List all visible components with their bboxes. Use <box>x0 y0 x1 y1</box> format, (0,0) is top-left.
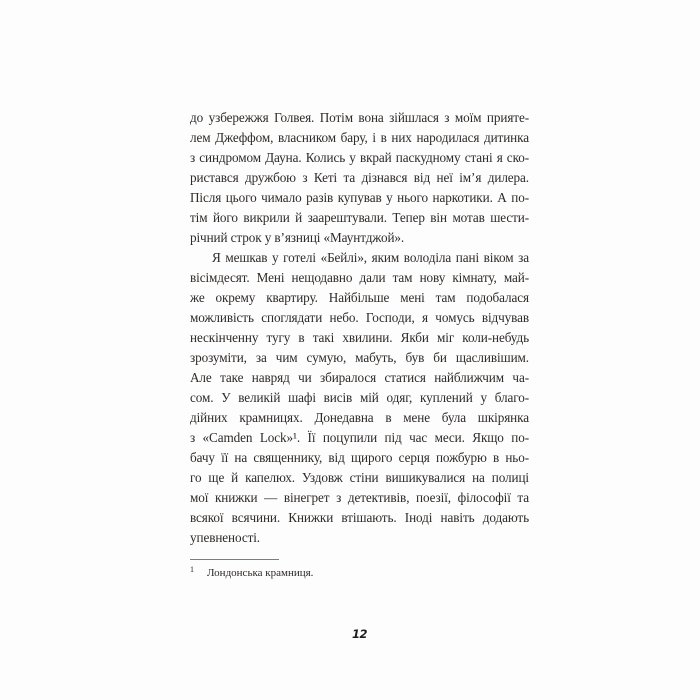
text-line: можливість споглядати небо. Господи, я чомусь відчував <box>190 310 529 325</box>
text-line: Я мешкав у готелі «Бейлі», яким володіла пані віком за <box>212 250 529 265</box>
footnote-divider <box>190 559 279 560</box>
text-line: всякої всячини. Книжки втішають. Іноді навіть додають <box>190 510 529 525</box>
page-number: 12 <box>351 627 367 641</box>
text-line: мої книжки — вінегрет з детективів, поезії, філософії та <box>190 490 529 505</box>
text-line: вісімдесят. Мені нещодавно дали там нову кімнату, май- <box>190 270 529 285</box>
paragraph-1 <box>190 108 529 248</box>
text-line: нескінченну тугу в такі хвилини. Якби міг коли-небудь <box>190 330 529 345</box>
text-line: го ще й капелюх. Уздовж стіни вишикувалися на полиці <box>190 470 529 485</box>
body-text <box>190 108 529 548</box>
text-line: сом. У великій шафі висів мій одяг, куплений у благо- <box>190 390 529 405</box>
text-line: лем Джеффом, власником бару, і в них народилася дитинка <box>190 130 529 145</box>
text-line: річний строк у в’язниці «Маунтджой». <box>190 230 405 245</box>
text-line: з «Camden Lock»¹. Її поцупили під час меси. Якщо по- <box>190 430 529 445</box>
text-line: бачу її на священнику, від щирого серця пожбурю в ньо- <box>190 450 529 465</box>
text-line: зрозуміти, за чим сумую, мабуть, був би щасливішим. <box>190 350 529 365</box>
text-line: до узбережжя Голвея. Потім вона зійшлася з моїм прияте- <box>190 110 529 125</box>
text-line: Але таке навряд чи збиралося статися найближчим ча- <box>190 370 529 385</box>
footnote <box>190 566 529 580</box>
text-line: упевненості. <box>190 530 260 545</box>
text-line: ристався дружбою з Кеті та дізнався від неї ім’я дилера. <box>190 170 529 185</box>
footnote-marker: 1 <box>190 565 194 574</box>
text-line: Після цього чимало разів купував у нього наркотики. А по- <box>190 190 529 205</box>
paragraph-2 <box>190 248 529 548</box>
text-line: же окрему квартиру. Найбільше мені там подобалася <box>190 290 529 305</box>
footnote-text: Лондонська крамниця. <box>207 567 314 579</box>
text-line: дійних крамницях. Донедавна в мене була шкірянка <box>190 410 529 425</box>
text-line: тім його викрили й заарештували. Тепер він мотав шести- <box>190 210 529 225</box>
text-line: з синдромом Дауна. Колись у вкрай паскудному стані я ско- <box>190 150 529 165</box>
